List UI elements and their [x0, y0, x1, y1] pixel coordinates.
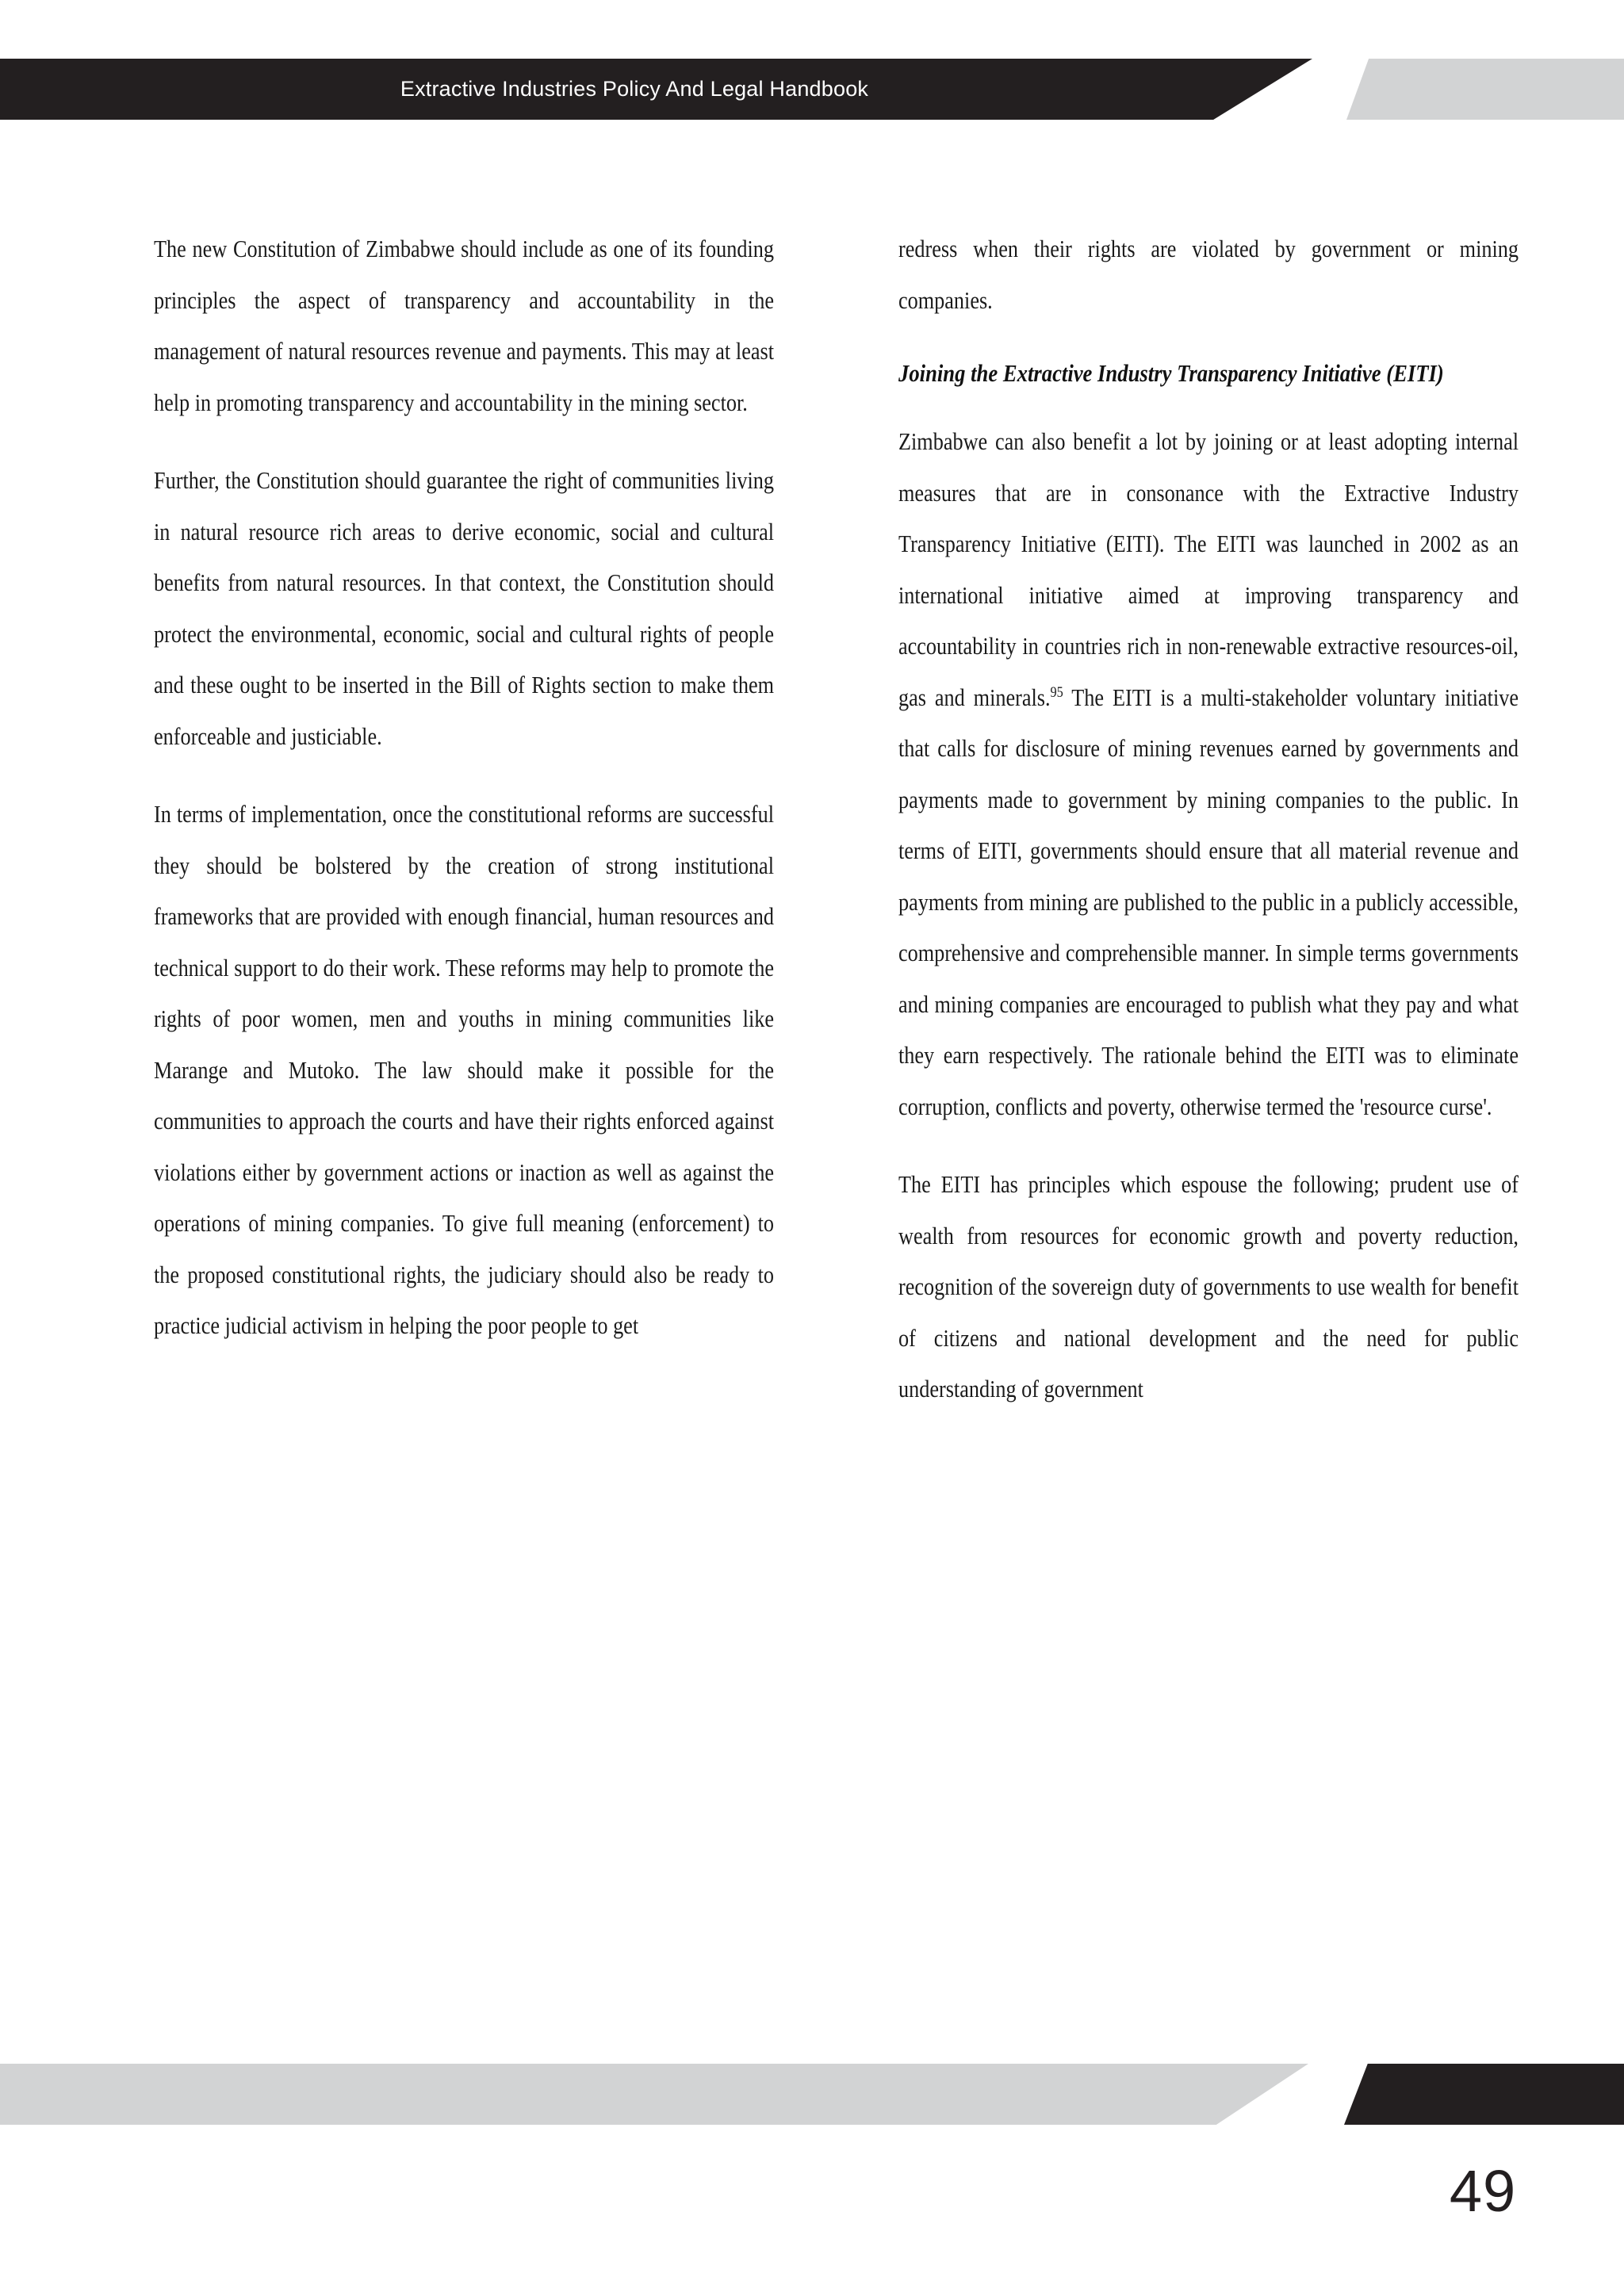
footer-grey-band [0, 2064, 1308, 2125]
paragraph-implementation: In terms of implementation, once the constitutional reforms are successful they should be bolstered by the creation of strong institutional frameworks that are provided with enough financial, human resources and technical support to do their work. These reforms may help to promote the rights of poor women, men and youths in mining communities like Marange and Mutoko. The law should make it possible for the communities to approach the courts and have their rights enforced against violations either by government actions or inaction as well as against the operations of mining companies. To give full meaning (enforcement) to the proposed constitutional rights, the judiciary should also be ready to practice judicial activism in helping the poor people to get [154, 801, 774, 1339]
page-footer [0, 2034, 1624, 2296]
page-header [0, 0, 1624, 127]
paragraph-eiti-principles: The EITI has principles which espouse the following; prudent use of wealth from resources for economic growth and poverty reduction, recognition of the sovereign duty of governments to use wealth for benefit of citizens and national development and the need for public understanding of government [898, 1171, 1519, 1402]
right-column [898, 224, 1519, 1415]
paragraph-constitution-principles: The new Constitution of Zimbabwe should include as one of its founding principles the aspect of transparency and accountability in the management of natural resources revenue and payments. This may at least help in promoting transparency and accountability in the mining sector. [154, 235, 774, 416]
left-column [154, 224, 774, 1352]
page-content [154, 224, 1519, 2039]
page-number: 49 [1449, 2158, 1517, 2224]
header-title: Extractive Industries Policy And Legal Handbook [400, 77, 869, 101]
header-grey-band [1346, 59, 1624, 120]
eiti-overview-text-part1: Zimbabwe can also benefit a lot by joining or at least adopting internal measures that are in consonance with the Extractive Industry Transparency Initiative (EITI). The EITI was launched in 2002 as an international initiative aimed at improving transparency and accountability in countries rich in non-renewable extractive resources-oil, gas and minerals. [898, 428, 1519, 711]
paragraph-eiti-overview [898, 416, 1519, 1132]
paragraph-community-rights: Further, the Constitution should guarantee the right of communities living in natural resource rich areas to derive economic, social and cultural benefits from natural resources. In that context, the Constitution should protect the environmental, economic, social and cultural rights of people and these ought to be inserted in the Bill of Rights section to make them enforceable and justiciable. [154, 467, 774, 750]
footer-dark-band [1344, 2064, 1624, 2125]
paragraph-redress-continuation: redress when their rights are violated by government or mining companies. [898, 235, 1519, 314]
eiti-overview-text-part2: The EITI is a multi-stakeholder voluntary initiative that calls for disclosure of mining revenues earned by governments and payments made to government by mining companies to the public. In terms of EITI, governments should ensure that all material revenue and payments from mining are published to the public in a publicly accessible, comprehensive and comprehensible manner. In simple terms governments and mining companies are encouraged to publish what they pay and what they earn respectively. The rationale behind the EITI was to eliminate corruption, conflicts and poverty, otherwise termed the 'resource curse'. [898, 683, 1519, 1120]
section-heading-eiti: Joining the Extractive Industry Transparency Initiative (EITI) [898, 359, 1444, 387]
footnote-reference-95: 95 [1050, 683, 1063, 701]
